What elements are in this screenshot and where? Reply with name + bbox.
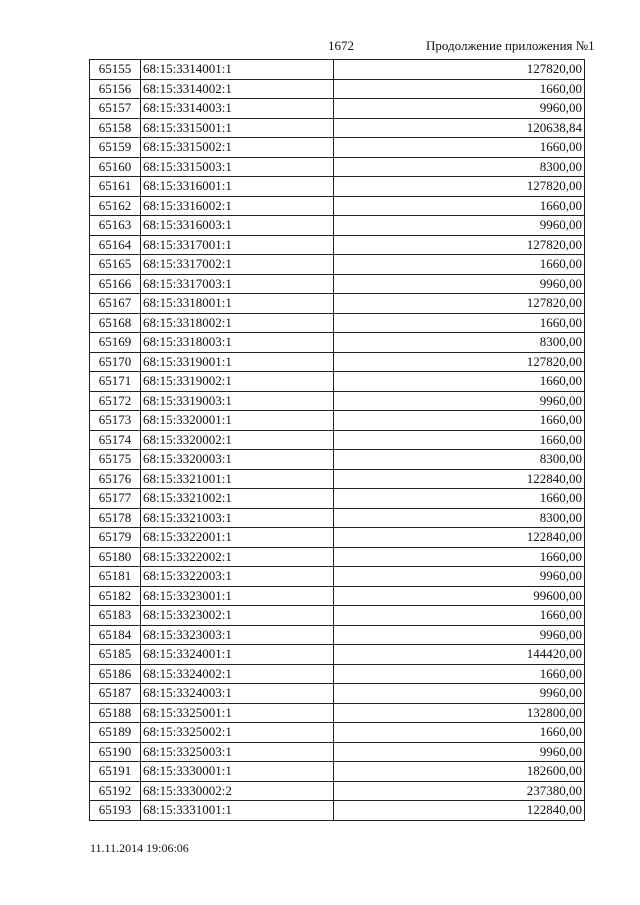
cadastral-value-cell: 9960,00: [334, 391, 585, 411]
row-number-cell: 65187: [90, 684, 141, 704]
cadastral-number-cell: 68:15:3314001:1: [141, 60, 334, 80]
table-row: [90, 430, 585, 450]
row-number-cell: 65158: [90, 118, 141, 138]
table-row: [90, 118, 585, 138]
cadastral-number-cell: 68:15:3319001:1: [141, 352, 334, 372]
cadastral-number-cell: 68:15:3319003:1: [141, 391, 334, 411]
row-number-cell: 65165: [90, 255, 141, 275]
row-number-cell: 65179: [90, 528, 141, 548]
table-row: [90, 645, 585, 665]
cadastral-number-cell: 68:15:3318002:1: [141, 313, 334, 333]
table-row: [90, 664, 585, 684]
cadastral-value-cell: 122840,00: [334, 469, 585, 489]
cadastral-value-cell: 1660,00: [334, 372, 585, 392]
cadastral-value-cell: 9960,00: [334, 567, 585, 587]
cadastral-value-cell: 9960,00: [334, 99, 585, 119]
cadastral-value-cell: 1660,00: [334, 138, 585, 158]
cadastral-value-cell: 1660,00: [334, 196, 585, 216]
row-number-cell: 65161: [90, 177, 141, 197]
cadastral-value-cell: 237380,00: [334, 781, 585, 801]
row-number-cell: 65177: [90, 489, 141, 509]
row-number-cell: 65156: [90, 79, 141, 99]
cadastral-value-cell: 1660,00: [334, 255, 585, 275]
cadastral-value-cell: 99600,00: [334, 586, 585, 606]
cadastral-value-cell: 127820,00: [334, 352, 585, 372]
cadastral-number-cell: 68:15:3314003:1: [141, 99, 334, 119]
cadastral-number-cell: 68:15:3315002:1: [141, 138, 334, 158]
cadastral-value-cell: 8300,00: [334, 333, 585, 353]
cadastral-number-cell: 68:15:3325003:1: [141, 742, 334, 762]
cadastral-number-cell: 68:15:3322002:1: [141, 547, 334, 567]
row-number-cell: 65166: [90, 274, 141, 294]
row-number-cell: 65170: [90, 352, 141, 372]
table-row: [90, 216, 585, 236]
table-row: [90, 586, 585, 606]
row-number-cell: 65178: [90, 508, 141, 528]
cadastral-value-cell: 1660,00: [334, 664, 585, 684]
row-number-cell: 65183: [90, 606, 141, 626]
table-row: [90, 762, 585, 782]
cadastral-number-cell: 68:15:3324001:1: [141, 645, 334, 665]
cadastral-number-cell: 68:15:3314002:1: [141, 79, 334, 99]
row-number-cell: 65184: [90, 625, 141, 645]
row-number-cell: 65193: [90, 801, 141, 821]
table-body: [90, 60, 585, 821]
table-row: [90, 801, 585, 821]
cadastral-number-cell: 68:15:3316001:1: [141, 177, 334, 197]
row-number-cell: 65159: [90, 138, 141, 158]
table-row: [90, 99, 585, 119]
cadastral-value-cell: 127820,00: [334, 177, 585, 197]
cadastral-number-cell: 68:15:3323002:1: [141, 606, 334, 626]
cadastral-value-cell: 8300,00: [334, 508, 585, 528]
table-row: [90, 742, 585, 762]
cadastral-value-cell: 9960,00: [334, 742, 585, 762]
row-number-cell: 65163: [90, 216, 141, 236]
table-row: [90, 703, 585, 723]
cadastral-value-cell: 122840,00: [334, 801, 585, 821]
cadastral-number-cell: 68:15:3324003:1: [141, 684, 334, 704]
table-row: [90, 235, 585, 255]
row-number-cell: 65157: [90, 99, 141, 119]
table-row: [90, 547, 585, 567]
row-number-cell: 65172: [90, 391, 141, 411]
cadastral-number-cell: 68:15:3321003:1: [141, 508, 334, 528]
cadastral-number-cell: 68:15:3318001:1: [141, 294, 334, 314]
cadastral-value-cell: 1660,00: [334, 547, 585, 567]
cadastral-number-cell: 68:15:3322001:1: [141, 528, 334, 548]
cadastral-number-cell: 68:15:3315001:1: [141, 118, 334, 138]
row-number-cell: 65173: [90, 411, 141, 431]
row-number-cell: 65169: [90, 333, 141, 353]
cadastral-number-cell: 68:15:3323003:1: [141, 625, 334, 645]
cadastral-number-cell: 68:15:3317002:1: [141, 255, 334, 275]
row-number-cell: 65164: [90, 235, 141, 255]
cadastral-number-cell: 68:15:3317001:1: [141, 235, 334, 255]
cadastral-number-cell: 68:15:3318003:1: [141, 333, 334, 353]
cadastral-number-cell: 68:15:3331001:1: [141, 801, 334, 821]
table-row: [90, 625, 585, 645]
cadastral-number-cell: 68:15:3315003:1: [141, 157, 334, 177]
cadastral-value-cell: 1660,00: [334, 79, 585, 99]
cadastral-value-cell: 9960,00: [334, 274, 585, 294]
table-row: [90, 157, 585, 177]
row-number-cell: 65185: [90, 645, 141, 665]
table-row: [90, 781, 585, 801]
cadastral-number-cell: 68:15:3330002:2: [141, 781, 334, 801]
row-number-cell: 65171: [90, 372, 141, 392]
table-row: [90, 508, 585, 528]
cadastral-number-cell: 68:15:3320002:1: [141, 430, 334, 450]
table-row: [90, 411, 585, 431]
table-row: [90, 372, 585, 392]
table-row: [90, 255, 585, 275]
row-number-cell: 65167: [90, 294, 141, 314]
cadastral-value-cell: 8300,00: [334, 450, 585, 470]
table-row: [90, 274, 585, 294]
cadastral-number-cell: 68:15:3319002:1: [141, 372, 334, 392]
row-number-cell: 65182: [90, 586, 141, 606]
table-row: [90, 528, 585, 548]
cadastral-value-cell: 1660,00: [334, 411, 585, 431]
row-number-cell: 65162: [90, 196, 141, 216]
table-row: [90, 450, 585, 470]
cadastral-number-cell: 68:15:3322003:1: [141, 567, 334, 587]
cadastral-value-cell: 1660,00: [334, 430, 585, 450]
cadastral-value-cell: 132800,00: [334, 703, 585, 723]
table-row: [90, 391, 585, 411]
table-row: [90, 684, 585, 704]
cadastral-number-cell: 68:15:3325002:1: [141, 723, 334, 743]
row-number-cell: 65160: [90, 157, 141, 177]
row-number-cell: 65168: [90, 313, 141, 333]
cadastral-value-cell: 9960,00: [334, 684, 585, 704]
row-number-cell: 65191: [90, 762, 141, 782]
table-row: [90, 60, 585, 80]
cadastral-value-cell: 1660,00: [334, 313, 585, 333]
cadastral-value-cell: 127820,00: [334, 235, 585, 255]
page-caption: Продолжение приложения №1: [426, 38, 595, 53]
table-row: [90, 723, 585, 743]
row-number-cell: 65155: [90, 60, 141, 80]
cadastral-value-cell: 1660,00: [334, 606, 585, 626]
cadastral-number-cell: 68:15:3321002:1: [141, 489, 334, 509]
page-number: 1672: [328, 38, 354, 53]
table-row: [90, 313, 585, 333]
cadastral-value-cell: 127820,00: [334, 294, 585, 314]
cadastral-value-table: [89, 59, 585, 821]
table-row: [90, 79, 585, 99]
cadastral-value-cell: 1660,00: [334, 723, 585, 743]
row-number-cell: 65190: [90, 742, 141, 762]
cadastral-value-cell: 9960,00: [334, 625, 585, 645]
cadastral-number-cell: 68:15:3330001:1: [141, 762, 334, 782]
cadastral-number-cell: 68:15:3316003:1: [141, 216, 334, 236]
print-timestamp: 11.11.2014 19:06:06: [90, 841, 189, 855]
cadastral-number-cell: 68:15:3325001:1: [141, 703, 334, 723]
table-row: [90, 469, 585, 489]
cadastral-number-cell: 68:15:3324002:1: [141, 664, 334, 684]
row-number-cell: 65174: [90, 430, 141, 450]
cadastral-value-cell: 182600,00: [334, 762, 585, 782]
cadastral-value-cell: 144420,00: [334, 645, 585, 665]
row-number-cell: 65192: [90, 781, 141, 801]
table-row: [90, 196, 585, 216]
cadastral-number-cell: 68:15:3321001:1: [141, 469, 334, 489]
cadastral-number-cell: 68:15:3316002:1: [141, 196, 334, 216]
cadastral-value-cell: 127820,00: [334, 60, 585, 80]
table-row: [90, 489, 585, 509]
cadastral-value-cell: 9960,00: [334, 216, 585, 236]
row-number-cell: 65180: [90, 547, 141, 567]
cadastral-value-cell: 120638,84: [334, 118, 585, 138]
table-row: [90, 294, 585, 314]
table-row: [90, 333, 585, 353]
cadastral-number-cell: 68:15:3320001:1: [141, 411, 334, 431]
table-row: [90, 177, 585, 197]
table-row: [90, 138, 585, 158]
table-row: [90, 567, 585, 587]
cadastral-number-cell: 68:15:3320003:1: [141, 450, 334, 470]
row-number-cell: 65175: [90, 450, 141, 470]
cadastral-value-cell: 8300,00: [334, 157, 585, 177]
cadastral-value-cell: 122840,00: [334, 528, 585, 548]
table-row: [90, 352, 585, 372]
row-number-cell: 65181: [90, 567, 141, 587]
cadastral-value-cell: 1660,00: [334, 489, 585, 509]
table-row: [90, 606, 585, 626]
row-number-cell: 65176: [90, 469, 141, 489]
cadastral-number-cell: 68:15:3317003:1: [141, 274, 334, 294]
row-number-cell: 65188: [90, 703, 141, 723]
cadastral-number-cell: 68:15:3323001:1: [141, 586, 334, 606]
row-number-cell: 65189: [90, 723, 141, 743]
row-number-cell: 65186: [90, 664, 141, 684]
